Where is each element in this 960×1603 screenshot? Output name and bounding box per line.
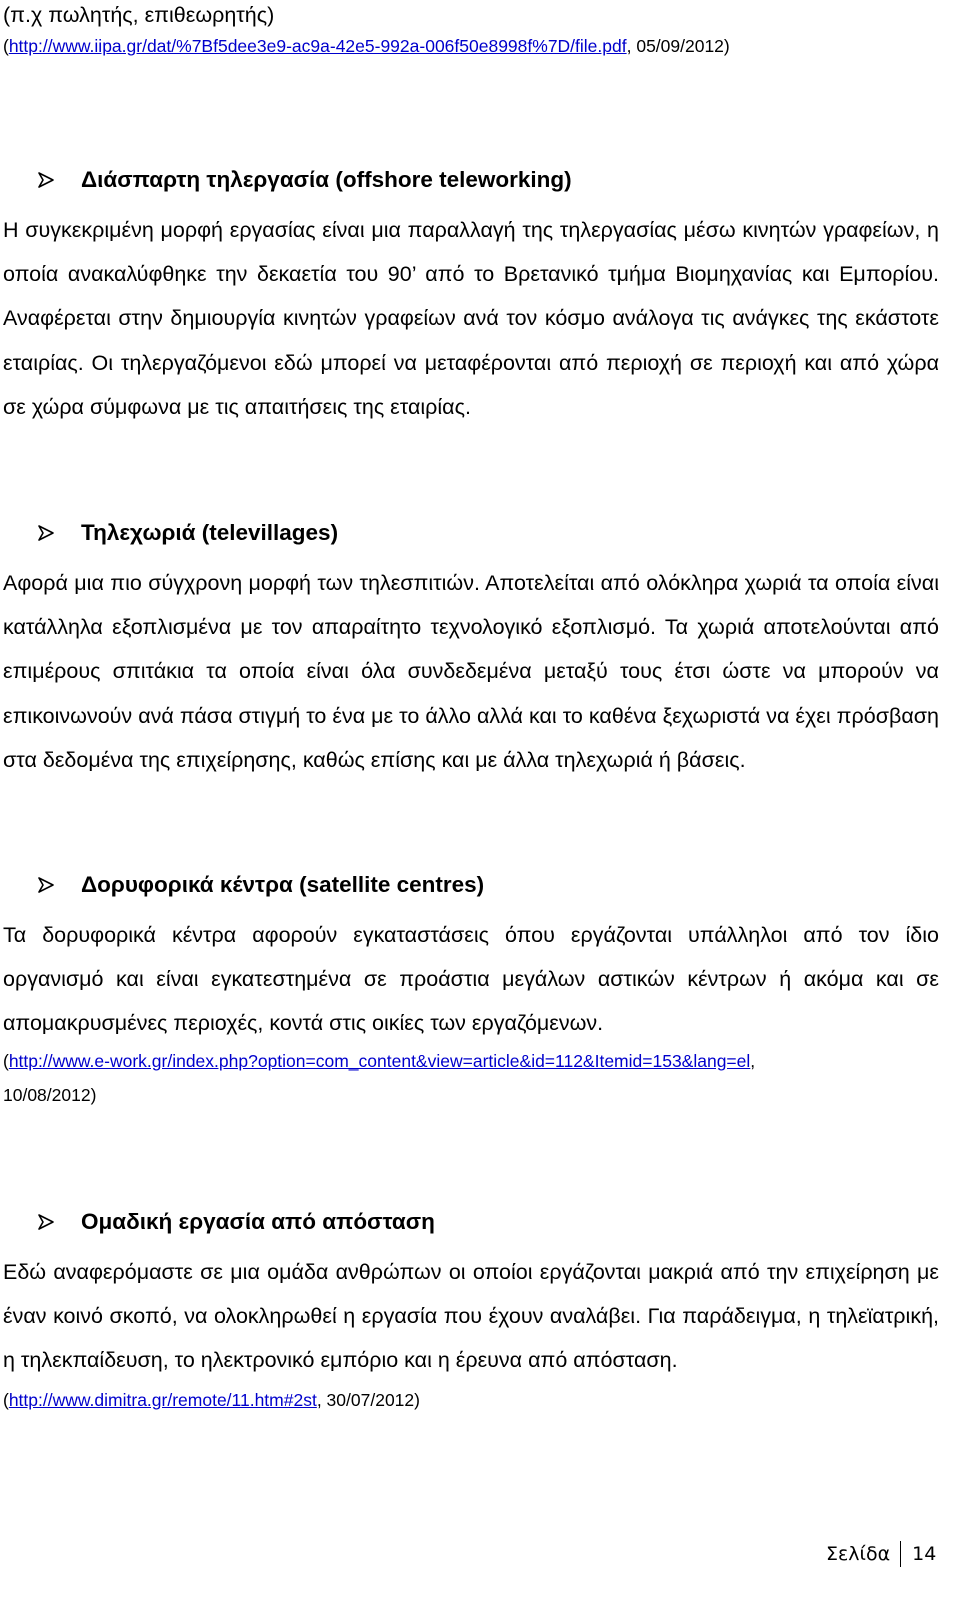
top-continuation xyxy=(3,0,943,59)
section-offshore-teleworking xyxy=(3,165,939,429)
section-satellite-centres xyxy=(3,870,939,1108)
footer-divider xyxy=(900,1541,901,1567)
section-heading: Ομαδική εργασία από απόσταση xyxy=(3,1207,939,1237)
source-link[interactable]: http://www.e-work.gr/index.php?option=com_content&view=article&id=112&Itemid=153&lang=el xyxy=(8,1050,751,1071)
source-reference: (http://www.e-work.gr/index.php?option=com_content&view=article&id=112&Itemid=153&lang=el, xyxy=(3,1050,756,1071)
section-paragraph: Η συγκεκριμένη μορφή εργασίας είναι μια παραλλαγή της τηλεργασίας μέσω κινητών γραφείων, η οποία ανακαλύφθηκε την δεκαετία του 90’ από το Βρετανικό τμήμα Βιομηχανίας και Εμπορίου. Αναφέρεται στην δημιουργία κινητών γραφείων ανά τον κόσμο ανάλογα τις ανάγκες της εκάστοτε εταιρίας. Οι τηλεργαζόμενοι εδώ μπορεί να μεταφέρονται από περιοχή σε περιοχή και από χώρα σε χώρα σύμφωνα με τις απαιτήσεις της εταιρίας. xyxy=(3,218,939,419)
section-heading: Δορυφορικά κέντρα (satellite centres) xyxy=(3,870,939,900)
page-label: Σελίδα xyxy=(826,1543,891,1565)
section-heading: Τηλεχωριά (televillages) xyxy=(3,518,939,548)
source-link[interactable]: http://www.dimitra.gr/remote/11.htm#2st xyxy=(8,1389,317,1410)
source-reference: (http://www.iipa.gr/dat/%7Bf5dee3e9-ac9a-42e5-992a-006f50e8998f%7D/file.pdf, 05/09/2012) xyxy=(3,36,730,56)
source-date: 10/08/2012) xyxy=(3,1084,97,1105)
continuation-text: (π.χ πωλητής, επιθεωρητής) xyxy=(3,3,275,27)
section-remote-teamwork xyxy=(3,1207,939,1413)
section-heading: Διάσπαρτη τηλεργασία (offshore teleworking) xyxy=(3,165,939,195)
arrowhead-bullet-icon xyxy=(3,1213,81,1231)
section-paragraph: Τα δορυφορικά κέντρα αφορούν εγκαταστάσεις όπου εργάζονται υπάλληλοι από τον ίδιο οργανισμό και είναι εγκατεστημένα σε προάστια μεγάλων αστικών κέντρων ή ακόμα και σε απομακρυσμένες περιοχές, κοντά στις οικίες των εργαζόμενων. xyxy=(3,923,939,1036)
page-number: 14 xyxy=(912,1543,937,1565)
section-televillages xyxy=(3,518,939,782)
section-paragraph: Εδώ αναφερόμαστε σε μια ομάδα ανθρώπων οι οποίοι εργάζονται μακριά από την επιχείρηση με έναν κοινό σκοπό, να ολοκληρωθεί η εργασία που έχουν αναλάβει. Για παράδειγμα, η τηλεϊατρική, η τηλεκπαίδευση, το ηλεκτρονικό εμπόριο και η έρευνα από απόσταση. xyxy=(3,1260,939,1373)
page-footer xyxy=(826,1540,936,1568)
section-paragraph: Αφορά μια πιο σύγχρονη μορφή των τηλεσπιτιών. Αποτελείται από ολόκληρα χωριά τα οποία είναι κατάλληλα εξοπλισμένα με τον απαραίτητο τεχνολογικό εξοπλισμό. Τα χωριά αποτελούνται από επιμέρους σπιτάκια τα οποία είναι όλα συνδεδεμένα μεταξύ τους έτσι ώστε να μπορούν να επικοινωνούν ανά πάσα στιγμή το ένα με το άλλο αλλά και το καθένα ξεχωριστά να έχει πρόσβαση στα δεδομένα της επιχείρησης, καθώς επίσης και με άλλα τηλεχωριά ή βάσεις. xyxy=(3,571,939,772)
source-reference: (http://www.dimitra.gr/remote/11.htm#2st, 30/07/2012) xyxy=(3,1389,420,1410)
arrowhead-bullet-icon xyxy=(3,524,81,542)
arrowhead-bullet-icon xyxy=(3,171,81,189)
source-link[interactable]: http://www.iipa.gr/dat/%7Bf5dee3e9-ac9a-42e5-992a-006f50e8998f%7D/file.pdf xyxy=(8,36,627,56)
arrowhead-bullet-icon xyxy=(3,876,81,894)
